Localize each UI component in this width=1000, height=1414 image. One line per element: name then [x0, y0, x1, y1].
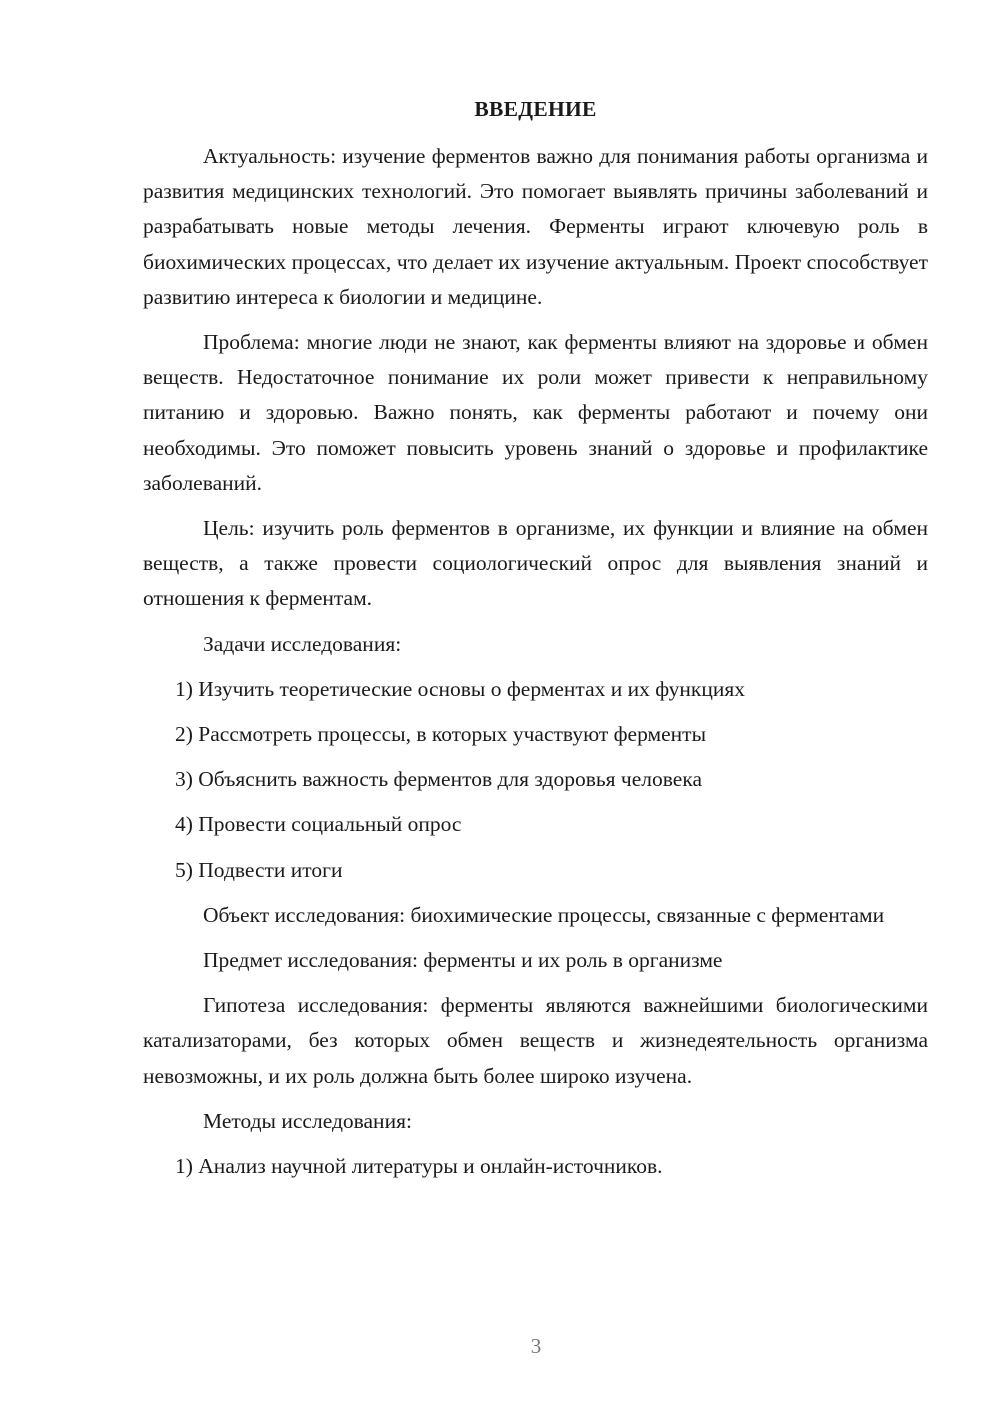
paragraph-object: Объект исследования: биохимические процессы, связанные с ферментами [203, 902, 885, 927]
task-item-3: 3) Объяснить важность ферментов для здоровья человека [175, 767, 702, 792]
task-item-2: 2) Рассмотреть процессы, в которых участвуют ферменты [175, 722, 707, 747]
task-item-1: 1) Изучить теоретические основы о ферментах и их функциях [175, 676, 746, 701]
tasks-heading: Задачи исследования: [203, 631, 402, 656]
paragraph-subject: Предмет исследования: ферменты и их роль в организме [203, 948, 723, 973]
methods-heading: Методы исследования: [203, 1108, 412, 1133]
paragraph-hypothesis: Гипотеза исследования: ферменты являются важнейшими биологическими катализаторами, без которых обмен веществ и жизнедеятельность организма невозможны, и их роль должна быть более широко изучена. [143, 993, 928, 1088]
document-page [143, 92, 928, 1184]
paragraph-goal: Цель: изучить роль ферментов в организме, их функции и влияние на обмен веществ, а также провести социологический опрос для выявления знаний и отношения к ферментам. [143, 516, 928, 611]
task-item-5: 5) Подвести итоги [175, 857, 343, 882]
paragraph-problem: Проблема: многие люди не знают, как ферменты влияют на здоровье и обмен веществ. Недостаточное понимание их роли может привести к неправильному питанию и здоровью. Важно понять, как ферменты работают и почему они необходимы. Это поможет повысить уровень знаний о здоровье и профилактике заболеваний. [143, 330, 928, 495]
page-number: 3 [530, 1334, 542, 1358]
method-item-1: 1) Анализ научной литературы и онлайн-источников. [175, 1154, 663, 1179]
paragraph-relevance: Актуальность: изучение ферментов важно для понимания работы организма и развития медицинских технологий. Это помогает выявлять причины заболеваний и разрабатывать новые методы лечения. Ферменты играют ключевую роль в биохимических процессах, что делает их изучение актуальным. Проект способствует развитию интереса к биологии и медицине. [143, 144, 928, 309]
page-title: ВВЕДЕНИЕ [474, 97, 597, 121]
task-item-4: 4) Провести социальный опрос [175, 812, 462, 837]
